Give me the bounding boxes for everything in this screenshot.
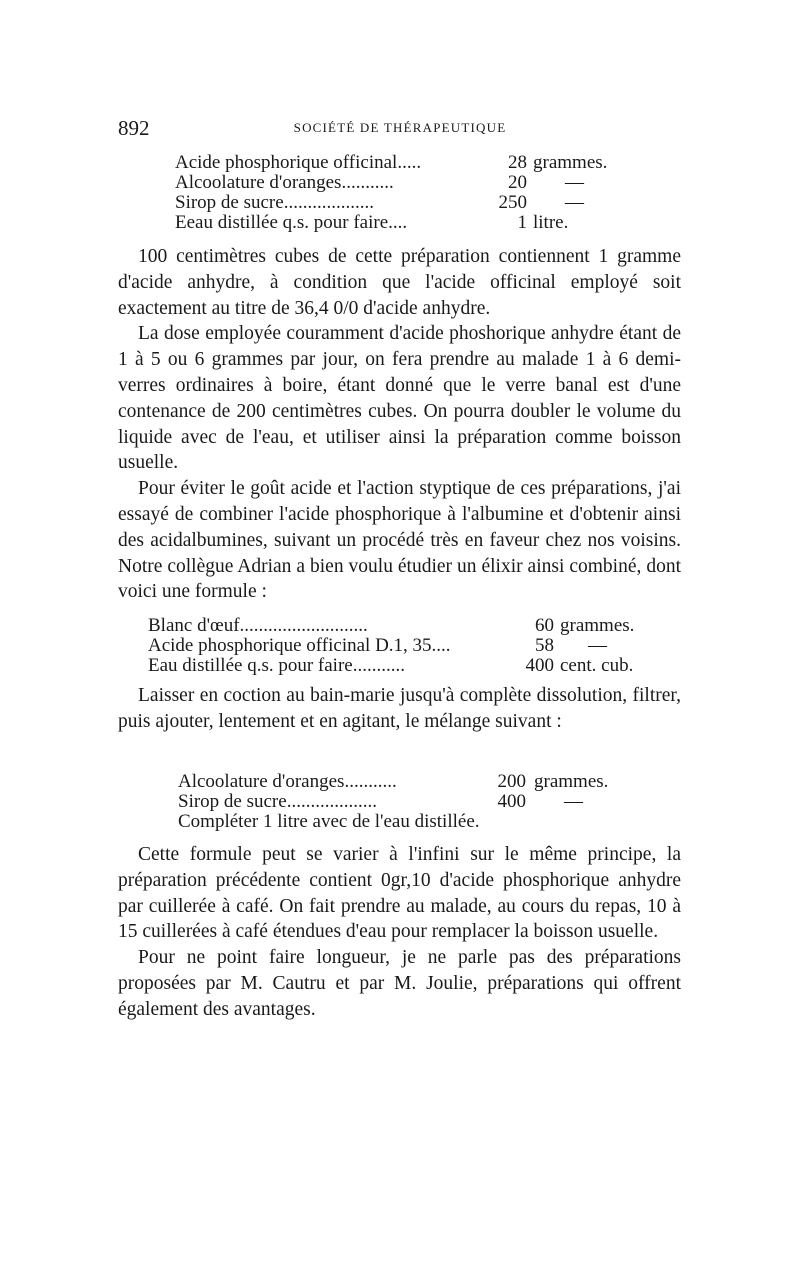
formula-2 — [148, 616, 668, 676]
paragraph: Laisser en coction au bain-marie jusqu'à complète dissolution, filtrer, puis ajouter, lentement et en agitant, le mélange suivant : — [118, 685, 681, 732]
ingredient-quantity: 250 — [498, 192, 527, 213]
running-title: SOCIÉTÉ DE THÉRAPEUTIQUE — [293, 120, 507, 135]
body-text-2 — [118, 683, 681, 735]
ingredient-quantity: 60 — [535, 615, 554, 636]
ingredient-name: Acide phosphorique officinal..... — [175, 152, 422, 173]
formula-instruction: Compléter 1 litre avec de l'eau distillée. — [178, 811, 480, 832]
formula-line — [148, 616, 668, 636]
body-text-1 — [118, 244, 681, 605]
ingredient-name: Eau distillée q.s. pour faire........... — [148, 655, 405, 676]
formula-note — [178, 812, 648, 832]
formula-line — [175, 193, 635, 213]
paragraph: Cette formule peut se varier à l'infini sur le même principe, la préparation précédente contient 0gr,10 d'acide phosphorique anhydre par cuillerée à café. On fait prendre au malade, au cours du repas, 10 à 15 cuillerées à café étendues d'eau pour remplacer la boisson usuelle. — [118, 844, 681, 943]
ingredient-name: Sirop de sucre................... — [178, 791, 377, 812]
ingredient-unit: grammes. — [533, 152, 608, 173]
formula-line — [148, 656, 668, 676]
ingredient-unit: — — [565, 172, 584, 193]
page-number: 892 — [118, 116, 150, 140]
page-header — [118, 116, 682, 140]
ingredient-unit: grammes. — [534, 771, 609, 792]
ingredient-unit: — — [564, 791, 583, 812]
ingredient-name: Eeau distillée q.s. pour faire.... — [175, 212, 408, 233]
ingredient-quantity: 58 — [535, 635, 554, 656]
ingredient-name: Acide phosphorique officinal D.1, 35.... — [148, 635, 451, 656]
ingredient-name: Alcoolature d'oranges........... — [175, 172, 394, 193]
paragraph: Pour ne point faire longueur, je ne parle pas des préparations proposées par M. Cautru et par M. Joulie, préparations qui offrent également des avantages. — [118, 947, 681, 1020]
ingredient-name: Blanc d'œuf........................... — [148, 615, 368, 636]
formula-1 — [175, 153, 635, 233]
ingredient-unit: — — [588, 635, 607, 656]
ingredient-quantity: 20 — [508, 172, 527, 193]
formula-line — [148, 636, 668, 656]
ingredient-quantity: 200 — [497, 771, 526, 792]
ingredient-quantity: 1 — [517, 212, 527, 233]
ingredient-quantity: 400 — [525, 655, 554, 676]
paragraph: Pour éviter le goût acide et l'action styptique de ces préparations, j'ai essayé de combiner l'acide phosphorique à l'albumine et d'obtenir ainsi des acidalbumines, suivant un procédé très en faveur chez nos voisins. Notre collègue Adrian a bien voulu étudier un élixir ainsi combiné, dont voici une formule : — [118, 478, 681, 603]
ingredient-unit: grammes. — [560, 615, 635, 636]
formula-line — [178, 792, 648, 812]
formula-3 — [178, 772, 648, 832]
ingredient-name: Alcoolature d'oranges........... — [178, 771, 397, 792]
body-text-3 — [118, 842, 681, 1023]
paragraph: La dose employée couramment d'acide phoshorique anhydre étant de 1 à 5 ou 6 grammes par jour, on fera prendre au malade 1 à 6 demi-verres ordinaires à boire, étant donné que le verre banal est d'une contenance de 200 centimètres cubes. On pourra doubler le volume du liquide avec de l'eau, et utiliser ainsi la préparation comme boisson usuelle. — [118, 323, 681, 474]
ingredient-unit: — — [565, 192, 584, 213]
formula-line — [178, 772, 648, 792]
paragraph: 100 centimètres cubes de cette préparation contiennent 1 gramme d'acide anhydre, à condition que l'acide officinal employé soit exactement au titre de 36,4 0/0 d'acide anhydre. — [118, 246, 681, 319]
formula-line — [175, 173, 635, 193]
ingredient-name: Sirop de sucre................... — [175, 192, 374, 213]
ingredient-quantity: 400 — [497, 791, 526, 812]
ingredient-quantity: 28 — [508, 152, 527, 173]
ingredient-unit: cent. cub. — [560, 655, 634, 676]
ingredient-unit: litre. — [533, 212, 569, 233]
formula-line — [175, 213, 635, 233]
formula-line — [175, 153, 635, 173]
